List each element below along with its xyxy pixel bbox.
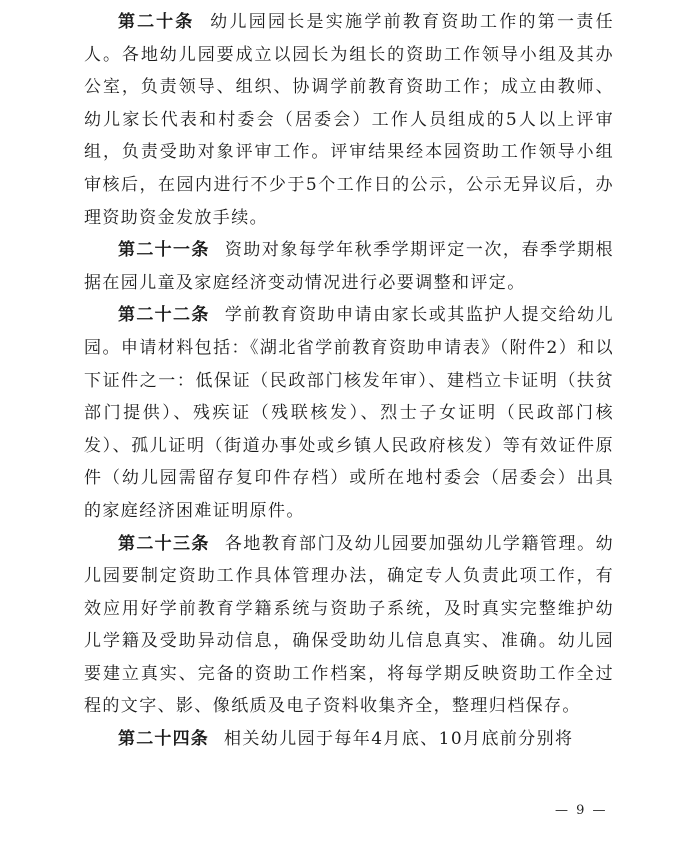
article-21-heading: 第二十一条	[118, 240, 210, 261]
article-20-heading: 第二十条	[118, 12, 195, 32]
article-24-body: 相关幼儿园于每年4月底、10月底前分别将	[224, 729, 574, 750]
article-21-body: 资助对象每学年秋季学期评定一次，春季学期根据在园儿童及家庭经济变动情况进行必要调整和评定。	[84, 240, 615, 293]
article-21-paragraph	[84, 234, 614, 299]
article-23-paragraph	[84, 528, 614, 724]
article-22-body: 学前教育资助申请由家长或其监护人提交给幼儿园。申请材料包括：《湖北省学前教育资助申请表》（附件2）和以下证件之一：低保证（民政部门核发年审）、建档立卡证明（扶贫部门提供）、残疾证（残联核发）、烈士子女证明（民政部门核发）、孤儿证明（街道办事处或乡镇人民政府核发）等有效证件原件（幼儿园需留存复印件存档）或所在地村委会（居委会）出具的家庭经济困难证明原件。	[84, 305, 615, 521]
document-page	[84, 6, 614, 756]
page-number: — 9 —	[555, 803, 608, 818]
article-20-paragraph	[84, 6, 614, 234]
article-22-paragraph	[84, 299, 614, 527]
article-23-heading: 第二十三条	[118, 533, 210, 554]
article-20-body: 幼儿园园长是实施学前教育资助工作的第一责任人。各地幼儿园要成立以园长为组长的资助工作领导小组及其办公室，负责领导、组织、协调学前教育资助工作；成立由教师、幼儿家长代表和村委会（居委会）工作人员组成的5人以上评审组，负责受助对象评审工作。评审结果经本园资助工作领导小组审核后，在园内进行不少于5个工作日的公示，公示无异议后，办理资助资金发放手续。	[84, 12, 614, 228]
article-24-paragraph	[84, 723, 614, 756]
article-23-body: 各地教育部门及幼儿园要加强幼儿学籍管理。幼儿园要制定资助工作具体管理办法，确定专人负责此项工作，有效应用好学前教育学籍系统与资助子系统，及时真实完整维护幼儿学籍及受助异动信息，确保受助幼儿信息真实、准确。幼儿园要建立真实、完备的资助工作档案，将每学期反映资助工作全过程的文字、影、像纸质及电子资料收集齐全，整理归档保存。	[84, 533, 615, 717]
article-22-heading: 第二十二条	[118, 305, 210, 326]
article-24-heading: 第二十四条	[118, 729, 209, 750]
